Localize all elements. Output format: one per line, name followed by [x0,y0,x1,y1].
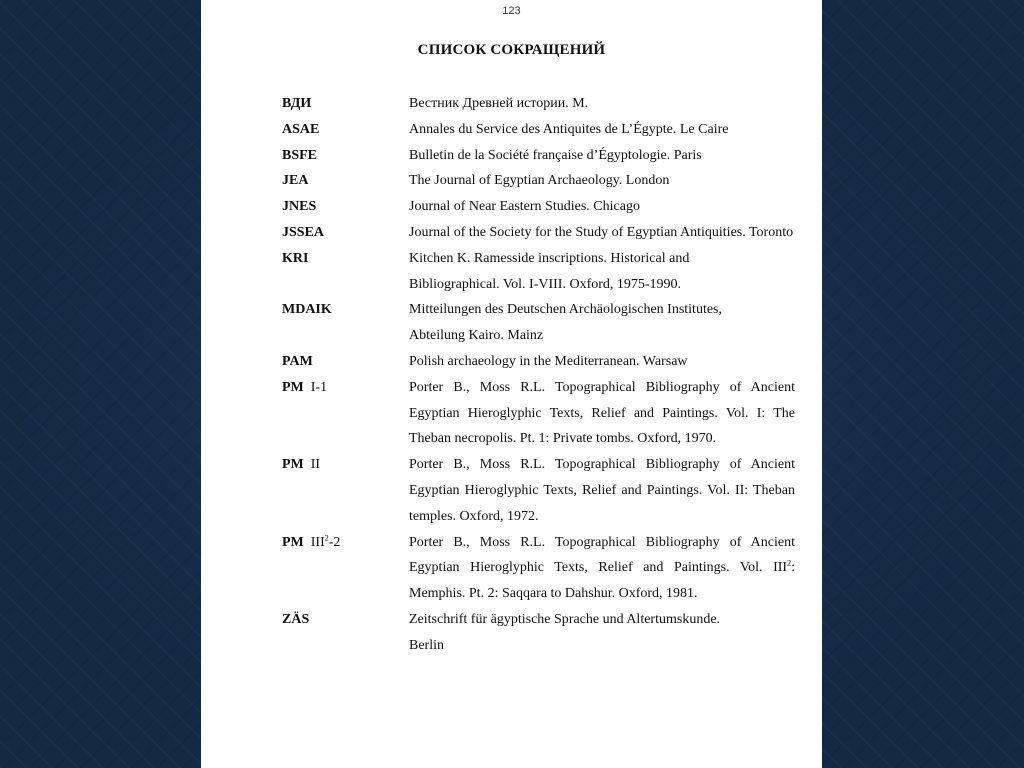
abbreviation-description: Porter B., Moss R.L. Topographical Bibliography of Ancient Egyptian Hieroglyphic Texts, Relief and Paintings. Vol. I: The Theban necropolis. Pt. 1: Private tombs. Oxford, 1970. [409,379,795,447]
description-line: Berlin [409,637,444,653]
abbreviation: MDAIK [282,302,332,318]
abbreviation-volume: I-1 [310,379,328,395]
description-superscript: 2 [787,558,792,568]
list-item-mdaik [282,297,795,349]
volume-part: -2 [328,534,341,550]
list-item-jea [282,168,795,194]
list-item-vdi [282,91,795,117]
abbreviation [282,530,409,607]
abbreviation-code: PM [282,379,304,395]
abbreviation-description: Annales du Service des Antiquites de L’Égypte. Le Caire [409,121,729,137]
abbreviation: BSFE [282,147,318,163]
description-line: Abteilung Kairo. Mainz [409,328,544,344]
volume-superscript: 2 [324,532,329,542]
abbreviation: JSSEA [282,224,325,240]
document-page [201,0,822,768]
abbreviation-description: Journal of the Society for the Study of Egyptian Antiquities. Toronto [409,224,794,240]
abbreviation-description: Porter B., Moss R.L. Topographical Bibliography of Ancient Egyptian Hieroglyphic Texts, Relief and Paintings. Vol. II: Theban temples. Oxford, 1972. [409,457,795,524]
abbreviation-description [409,530,795,607]
abbreviation-description [409,607,795,659]
abbreviation: JEA [282,173,309,189]
list-item-zas [282,607,795,659]
volume-number: III [310,534,325,550]
list-item-kri [282,246,795,298]
description-line: Bibliographical. Vol. I-VIII. Oxford, 1975-1990. [409,276,682,292]
list-item-jssea [282,220,795,246]
description-line: Mitteilungen des Deutschen Archäologischen Institutes, [409,302,722,318]
list-item-pm-iii-2 [282,530,795,607]
description-line: Kitchen K. Ramesside inscriptions. Historical and [409,250,690,266]
abbreviation: ВДИ [282,96,312,111]
abbreviation: PAM [282,353,313,369]
abbreviation: ASAE [282,121,320,137]
abbreviation-description: Polish archaeology in the Mediterranean. Warsaw [409,353,688,369]
page-number: 123 [502,5,521,17]
abbreviation-code: PM [282,457,304,473]
abbreviation-volume: II [310,457,321,473]
abbreviation-volume [310,532,341,550]
abbreviation: ZÄS [282,611,310,627]
abbreviation-code: PM [282,534,304,550]
abbreviation: KRI [282,250,309,266]
abbreviation-description: Journal of Near Eastern Studies. Chicago [409,199,640,215]
description-line: Zeitschrift für ägyptische Sprache und Altertumskunde. [409,611,721,627]
list-item-pm-ii [282,452,795,529]
abbreviation [282,452,409,529]
page-title: СПИСОК СОКРАЩЕНИЙ [417,42,606,58]
list-item-jnes [282,194,795,220]
list-item-pm-i-1 [282,375,795,452]
list-item-pam [282,349,795,375]
abbreviation-description: Вестник Древней истории. М. [409,96,589,111]
abbreviation-list [282,91,795,659]
list-item-bsfe [282,143,795,169]
list-item-asae [282,117,795,143]
abbreviation-description: Bulletin de la Société française d’Égyptologie. Paris [409,147,702,163]
description-text-cont: : Memphis. Pt. 2: Saqqara to Dahshur. Oxford, 1981. [409,560,795,602]
abbreviation [282,375,409,452]
abbreviation-description [409,297,795,349]
abbreviation-description [409,246,795,298]
description-text: Porter B., Moss R.L. Topographical Bibliography of Ancient Egyptian Hieroglyphic Texts, Relief and Paintings. Vol. III [409,534,795,576]
abbreviation: JNES [282,199,317,215]
abbreviation-description: The Journal of Egyptian Archaeology. London [409,173,670,189]
